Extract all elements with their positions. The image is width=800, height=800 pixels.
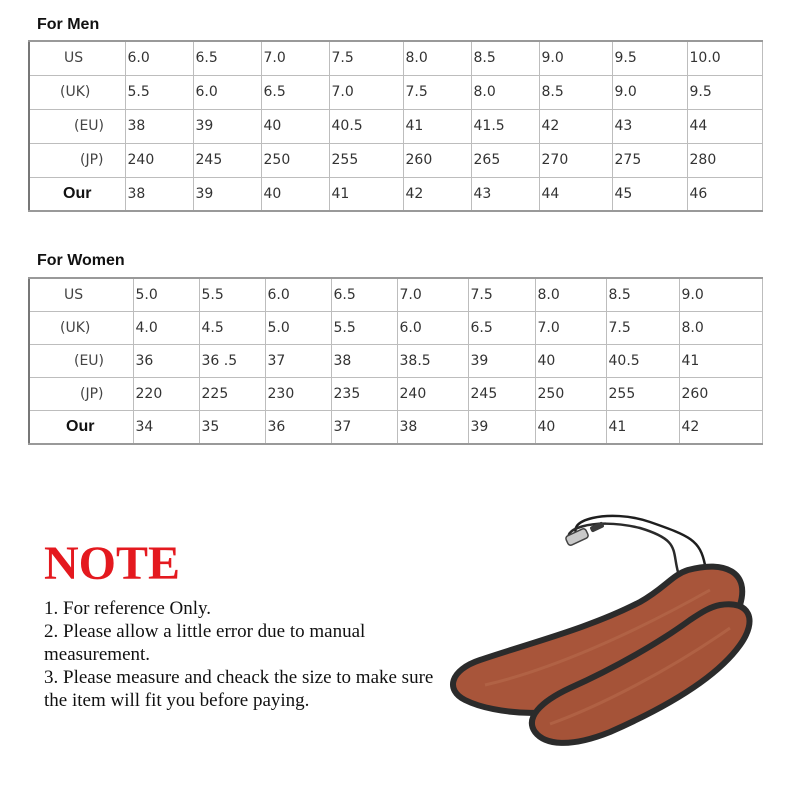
size-cell: 38 xyxy=(125,109,193,143)
size-cell: 40 xyxy=(261,177,329,211)
connector-plug-icon xyxy=(565,528,589,546)
size-cell: 9.5 xyxy=(612,41,687,75)
size-cell: 40.5 xyxy=(606,345,679,378)
row-label-us: US xyxy=(64,50,84,67)
size-cell: 6.0 xyxy=(193,75,261,109)
size-cell: 40 xyxy=(535,345,606,378)
size-cell: 38 xyxy=(125,177,193,211)
note-title: NOTE xyxy=(44,537,181,590)
row-label-eu: (EU) xyxy=(74,118,105,134)
women-size-table xyxy=(28,277,763,445)
size-cell: 280 xyxy=(687,143,762,177)
size-cell: 37 xyxy=(331,411,397,445)
size-cell: 250 xyxy=(535,378,606,411)
table-row-uk xyxy=(29,312,762,345)
size-cell: 8.5 xyxy=(471,41,539,75)
size-cell: 8.0 xyxy=(471,75,539,109)
heated-insoles-icon xyxy=(440,510,760,760)
table-row-us xyxy=(29,41,762,75)
note-line: 3. Please measure and cheack the size to make sure the item will fit you before paying. xyxy=(44,667,434,711)
size-cell: 5.0 xyxy=(265,312,331,345)
row-label-jp: (JP) xyxy=(80,386,104,402)
size-cell: 39 xyxy=(193,177,261,211)
size-cell: 6.0 xyxy=(397,312,468,345)
size-cell: 4.5 xyxy=(199,312,265,345)
size-cell: 34 xyxy=(133,411,199,445)
size-cell: 6.0 xyxy=(125,41,193,75)
row-label-our: Our xyxy=(66,418,95,435)
table-row-jp xyxy=(29,378,762,411)
size-cell: 220 xyxy=(133,378,199,411)
size-cell: 245 xyxy=(193,143,261,177)
row-label-us: US xyxy=(64,287,84,303)
size-cell: 7.5 xyxy=(606,312,679,345)
row-label-eu: (EU) xyxy=(74,353,105,369)
size-cell: 7.0 xyxy=(397,278,468,312)
table-row-eu xyxy=(29,109,762,143)
size-cell: 39 xyxy=(468,411,535,445)
note-list xyxy=(44,597,434,712)
size-cell: 41 xyxy=(679,345,762,378)
men-section-title: For Men xyxy=(37,16,100,33)
size-cell: 235 xyxy=(331,378,397,411)
size-cell: 9.0 xyxy=(539,41,612,75)
size-cell: 41 xyxy=(329,177,403,211)
size-cell: 9.0 xyxy=(612,75,687,109)
size-cell: 35 xyxy=(199,411,265,445)
size-cell: 255 xyxy=(606,378,679,411)
size-cell: 44 xyxy=(539,177,612,211)
size-cell: 8.5 xyxy=(539,75,612,109)
size-cell: 250 xyxy=(261,143,329,177)
size-cell: 38.5 xyxy=(397,345,468,378)
size-cell: 240 xyxy=(397,378,468,411)
size-cell: 6.0 xyxy=(265,278,331,312)
size-cell: 39 xyxy=(193,109,261,143)
size-cell: 7.0 xyxy=(535,312,606,345)
size-cell: 36 xyxy=(265,411,331,445)
table-row-eu xyxy=(29,345,762,378)
size-cell: 45 xyxy=(612,177,687,211)
size-cell: 9.5 xyxy=(687,75,762,109)
size-cell: 255 xyxy=(329,143,403,177)
size-cell: 40 xyxy=(535,411,606,445)
size-cell: 38 xyxy=(397,411,468,445)
size-cell: 43 xyxy=(612,109,687,143)
size-cell: 275 xyxy=(612,143,687,177)
size-cell: 39 xyxy=(468,345,535,378)
size-cell: 230 xyxy=(265,378,331,411)
size-cell: 42 xyxy=(539,109,612,143)
size-cell: 7.0 xyxy=(329,75,403,109)
size-cell: 6.5 xyxy=(193,41,261,75)
size-cell: 42 xyxy=(679,411,762,445)
table-row-our xyxy=(29,411,762,445)
size-cell: 8.0 xyxy=(403,41,471,75)
size-cell: 5.5 xyxy=(331,312,397,345)
row-label-uk: (UK) xyxy=(60,320,91,336)
men-size-table xyxy=(28,40,763,212)
size-cell: 43 xyxy=(471,177,539,211)
size-cell: 7.0 xyxy=(261,41,329,75)
size-cell: 245 xyxy=(468,378,535,411)
size-cell: 6.5 xyxy=(331,278,397,312)
size-cell: 225 xyxy=(199,378,265,411)
size-cell: 6.5 xyxy=(261,75,329,109)
row-label-our: Our xyxy=(63,184,92,202)
size-cell: 5.0 xyxy=(133,278,199,312)
row-label-jp: (JP) xyxy=(80,152,104,168)
size-cell: 7.5 xyxy=(403,75,471,109)
size-cell: 36 .5 xyxy=(199,345,265,378)
size-cell: 38 xyxy=(331,345,397,378)
size-cell: 270 xyxy=(539,143,612,177)
note-line: 1. For reference Only. xyxy=(44,598,212,619)
size-cell: 240 xyxy=(125,143,193,177)
size-cell: 260 xyxy=(403,143,471,177)
table-row-us xyxy=(29,278,762,312)
size-cell: 5.5 xyxy=(125,75,193,109)
size-cell: 4.0 xyxy=(133,312,199,345)
size-cell: 41 xyxy=(606,411,679,445)
size-cell: 8.5 xyxy=(606,278,679,312)
table-row-uk xyxy=(29,75,762,109)
table-row-jp xyxy=(29,143,762,177)
size-cell: 265 xyxy=(471,143,539,177)
size-cell: 41 xyxy=(403,109,471,143)
size-cell: 8.0 xyxy=(535,278,606,312)
size-cell: 10.0 xyxy=(687,41,762,75)
note-line: 2. Please allow a little error due to manual measurement. xyxy=(44,621,366,665)
size-cell: 260 xyxy=(679,378,762,411)
size-cell: 7.5 xyxy=(468,278,535,312)
size-cell: 8.0 xyxy=(679,312,762,345)
row-label-uk: (UK) xyxy=(60,84,91,100)
size-cell: 6.5 xyxy=(468,312,535,345)
size-cell: 46 xyxy=(687,177,762,211)
table-row-our xyxy=(29,177,762,211)
women-section-title: For Women xyxy=(37,252,125,269)
size-cell: 9.0 xyxy=(679,278,762,312)
size-cell: 5.5 xyxy=(199,278,265,312)
size-cell: 7.5 xyxy=(329,41,403,75)
size-cell: 36 xyxy=(133,345,199,378)
size-cell: 40 xyxy=(261,109,329,143)
size-cell: 44 xyxy=(687,109,762,143)
size-cell: 40.5 xyxy=(329,109,403,143)
size-cell: 42 xyxy=(403,177,471,211)
size-cell: 37 xyxy=(265,345,331,378)
size-cell: 41.5 xyxy=(471,109,539,143)
